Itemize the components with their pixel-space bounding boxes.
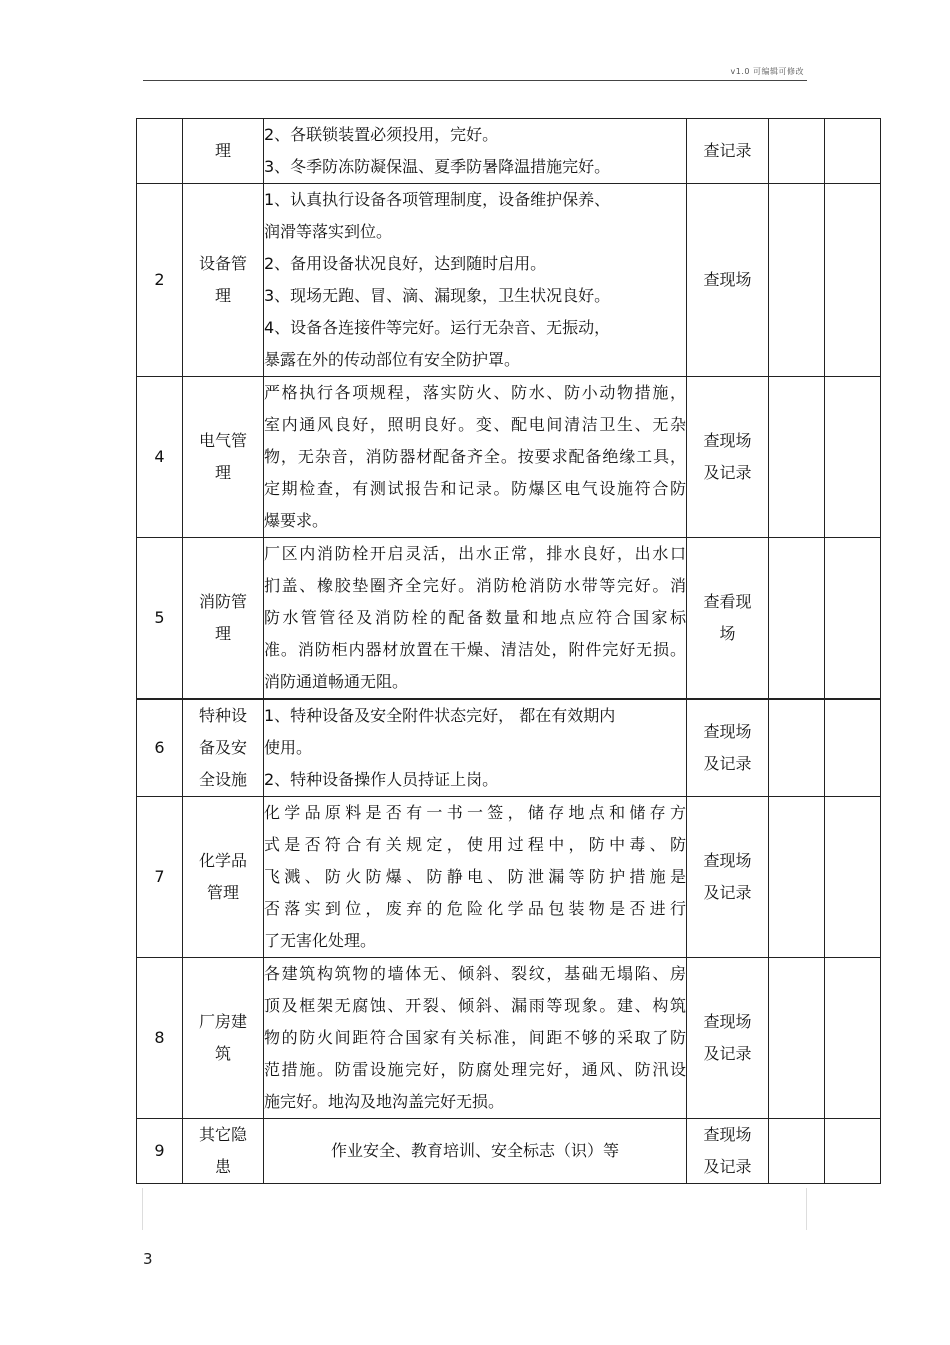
item-name [183, 1119, 264, 1184]
check-method-line: 及记录 [703, 883, 752, 902]
item-name-line: 理 [214, 624, 231, 643]
check-content-line: 2、各联锁装置必须投用，完好。 [264, 125, 499, 144]
check-content [264, 119, 687, 184]
remark-cell [825, 1119, 881, 1184]
check-method-line: 查记录 [703, 141, 752, 160]
check-content-line: 严格执行各项规程，落实防火、防水、防小动物措施， [264, 383, 686, 402]
header-version-note: v1.0 可编辑可修改 [730, 67, 804, 76]
table-row [137, 797, 881, 958]
item-name [183, 377, 264, 538]
item-name [183, 184, 264, 377]
check-method [687, 119, 769, 184]
check-content [264, 699, 687, 797]
remark-cell [825, 377, 881, 538]
check-method [687, 699, 769, 797]
table-row [137, 377, 881, 538]
result-cell [769, 538, 825, 700]
item-name-line: 设备管 [198, 254, 247, 273]
item-name-line: 其它隐 [198, 1125, 247, 1144]
check-content [264, 377, 687, 538]
item-name-line: 消防管 [198, 592, 247, 611]
remark-cell [825, 119, 881, 184]
item-name-line: 管理 [206, 883, 239, 902]
check-content-line: 3、冬季防冻防凝保温、夏季防暑降温措施完好。 [264, 157, 611, 176]
check-content-line: 1、认真执行设备各项管理制度，设备维护保养、 [264, 190, 611, 209]
result-cell [769, 797, 825, 958]
header-rule [143, 80, 807, 81]
check-content-line: 式是否符合有关规定，使用过程中，防中毒、防 [264, 835, 686, 854]
item-name [183, 699, 264, 797]
check-content-line: 定期检查，有测试报告和记录。防爆区电气设施符合防 [264, 479, 686, 498]
result-cell [769, 377, 825, 538]
check-method-line: 及记录 [703, 463, 752, 482]
result-cell [769, 699, 825, 797]
check-content-line: 2、特种设备操作人员持证上岗。 [264, 770, 499, 789]
item-name-line: 理 [214, 286, 231, 305]
check-method [687, 1119, 769, 1184]
table-row [137, 119, 881, 184]
check-content-line: 范措施。防雷设施完好，防腐处理完好，通风、防汛设 [264, 1060, 686, 1079]
row-number: 4 [137, 377, 183, 538]
check-content-line: 物的防火间距符合国家有关标准，间距不够的采取了防 [264, 1028, 686, 1047]
check-content-line: 了无害化处理。 [264, 931, 377, 950]
check-method [687, 538, 769, 700]
check-content-line: 4、设备各连接件等完好。运行无杂音、无振动， [264, 318, 611, 337]
page-number: 3 [143, 1250, 153, 1268]
check-content-line: 作业安全、教育培训、安全标志（识）等 [330, 1141, 619, 1160]
check-method-line: 及记录 [703, 1044, 752, 1063]
result-cell [769, 958, 825, 1119]
check-content-line: 物，无杂音，消防器材配备齐全。按要求配备绝缘工具， [264, 447, 686, 466]
check-content-line: 飞溅、防火防爆、防静电、防泄漏等防护措施是 [264, 867, 686, 886]
check-content-line: 防水管管径及消防栓的配备数量和地点应符合国家标 [264, 608, 686, 627]
check-content-line: 否落实到位，废弃的危险化学品包装物是否进行 [264, 899, 686, 918]
check-content [264, 184, 687, 377]
inspection-checklist-table [136, 118, 881, 1184]
check-content [264, 797, 687, 958]
item-name-line: 备及安 [198, 738, 247, 757]
row-number: 9 [137, 1119, 183, 1184]
check-content [264, 538, 687, 700]
check-method-line: 查看现 [703, 592, 752, 611]
check-content-line: 暴露在外的传动部位有安全防护罩。 [264, 350, 521, 369]
item-name-line: 全设施 [198, 770, 247, 789]
remark-cell [825, 797, 881, 958]
table-body [137, 119, 881, 1184]
check-content-line: 扪盖、橡胶垫圈齐全完好。消防枪消防水带等完好。消 [264, 576, 686, 595]
table-row [137, 1119, 881, 1184]
row-number: 8 [137, 958, 183, 1119]
check-method [687, 377, 769, 538]
check-method-line: 查现场 [703, 431, 752, 450]
check-content-line: 施完好。地沟及地沟盖完好无损。 [264, 1092, 505, 1111]
item-name [183, 958, 264, 1119]
check-content-line: 爆要求。 [264, 511, 329, 530]
row-number: 5 [137, 538, 183, 700]
check-method [687, 184, 769, 377]
check-content-line: 消防通道畅通无阻。 [264, 672, 409, 691]
check-content-line: 准。消防柜内器材放置在干燥、清洁处，附件完好无损。 [264, 640, 686, 659]
remark-cell [825, 184, 881, 377]
remark-cell [825, 538, 881, 700]
check-content [264, 958, 687, 1119]
row-number [137, 119, 183, 184]
footer-right-rule [806, 1188, 807, 1230]
item-name-line: 筑 [214, 1044, 231, 1063]
item-name-line: 化学品 [198, 851, 247, 870]
remark-cell [825, 699, 881, 797]
item-name [183, 538, 264, 700]
table-row [137, 958, 881, 1119]
row-number: 2 [137, 184, 183, 377]
check-method-line: 查现场 [703, 1012, 752, 1031]
item-name-line: 厂房建 [198, 1012, 247, 1031]
check-content-line: 1、特种设备及安全附件状态完好， 都在有效期内 [264, 706, 616, 725]
check-content-line: 3、现场无跑、冒、滴、漏现象，卫生状况良好。 [264, 286, 611, 305]
item-name-line: 理 [214, 463, 231, 482]
check-method-line: 场 [719, 624, 736, 643]
check-method-line: 查现场 [703, 270, 752, 289]
check-method-line: 及记录 [703, 754, 752, 773]
item-name [183, 797, 264, 958]
check-content-line: 顶及框架无腐蚀、开裂、倾斜、漏雨等现象。建、构筑 [264, 996, 686, 1015]
item-name-line: 患 [214, 1157, 231, 1176]
item-name-line: 特种设 [198, 706, 247, 725]
remark-cell [825, 958, 881, 1119]
check-content-line: 各建筑构筑物的墙体无、倾斜、裂纹，基础无塌陷、房 [264, 964, 686, 983]
result-cell [769, 184, 825, 377]
table-row [137, 538, 881, 700]
check-method [687, 958, 769, 1119]
row-number: 7 [137, 797, 183, 958]
check-content-line: 使用。 [264, 738, 313, 757]
check-content-line: 室内通风良好，照明良好。变、配电间清洁卫生、无杂 [264, 415, 686, 434]
check-content-line: 2、备用设备状况良好，达到随时启用。 [264, 254, 547, 273]
footer-left-rule [142, 1188, 143, 1230]
item-name-line: 电气管 [198, 431, 247, 450]
check-content-line: 厂区内消防栓开启灵活，出水正常，排水良好，出水口 [264, 544, 686, 563]
check-content [264, 1119, 687, 1184]
row-number: 6 [137, 699, 183, 797]
result-cell [769, 119, 825, 184]
check-method-line: 查现场 [703, 1125, 752, 1144]
check-method [687, 797, 769, 958]
table-row [137, 184, 881, 377]
item-name-line: 理 [214, 141, 231, 160]
result-cell [769, 1119, 825, 1184]
check-content-line: 润滑等落实到位。 [264, 222, 393, 241]
item-name [183, 119, 264, 184]
check-method-line: 及记录 [703, 1157, 752, 1176]
check-method-line: 查现场 [703, 722, 752, 741]
check-method-line: 查现场 [703, 851, 752, 870]
check-content-line: 化学品原料是否有一书一签，储存地点和储存方 [264, 803, 686, 822]
table-row [137, 699, 881, 797]
